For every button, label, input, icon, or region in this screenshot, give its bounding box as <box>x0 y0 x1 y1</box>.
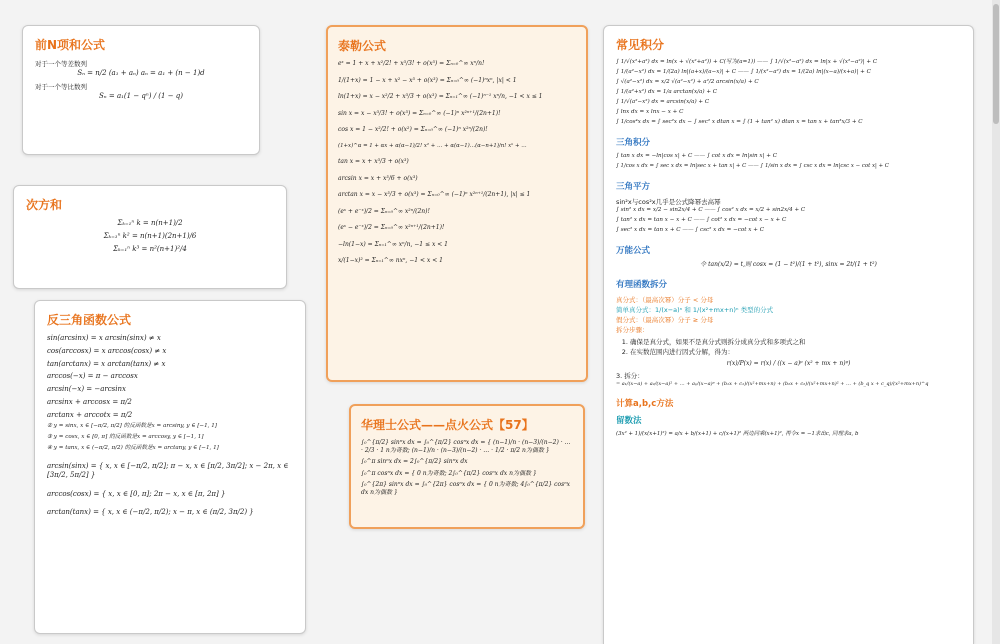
formula: x/(1−x)² = Σₙ₌₁^∞ nxⁿ, −1 < x < 1 <box>338 257 443 265</box>
formula: cos(arccosx) = x arccos(cosx) ≠ x <box>47 346 167 355</box>
text-line: 3. 拆分： <box>616 372 644 381</box>
text-line: 拆分步骤： <box>616 326 649 335</box>
formula: ln(1+x) = x − x²/2 + x³/3 + o(x³) = Σₙ₌₁^∞ (−1)ⁿ⁻¹ xⁿ/n, −1 < x ≤ 1 <box>338 93 543 100</box>
formula: = a₁/(x−a) + a₂/(x−a)² + … + aₚ/(x−a)ᵖ + (b₁x + c₁)/(x²+mx+n) + (b₂x + c₂)/(x²+mx+n)² + … + (b_q x + c_q)/(x²+mx+n)^q <box>616 381 929 388</box>
section-title: 三角平方 <box>616 181 651 192</box>
formula: sin x = x − x³/3! + o(x³) = Σₙ₌₀^∞ (−1)ⁿ x²ⁿ⁺¹/(2n+1)! <box>338 109 501 117</box>
formula: Sₙ = n/2 (a₁ + aₙ) aₙ = a₁ + (n − 1)d <box>77 69 205 78</box>
section-title: 留数法 <box>616 416 642 427</box>
formula: ∫ 1/(a²+x²) dx = 1/a arctan(x/a) + C <box>616 88 718 95</box>
formula: ④ y = tanx, x ∈ (−π/2, π/2) 的反函数是x = arctany, y ∈ [−1, 1] <box>47 445 219 452</box>
formula: arccos(cosx) = { x, x ∈ [0, π]; 2π − x, x ∈ [π, 2π] } <box>47 489 226 498</box>
card-inverse-trig <box>34 300 306 634</box>
formula: arctan(tanx) = { x, x ∈ (−π/2, π/2); x − π, x ∈ (π/2, 3π/2) } <box>47 508 254 517</box>
formula: ∫ 1/√(a²−x²) dx = arcsin(x/a) + C <box>616 98 710 105</box>
formula: 1/(1+x) = 1 − x + x² − x³ + o(x³) = Σₙ₌₀^∞ (−1)ⁿxⁿ, |x| < 1 <box>338 76 517 84</box>
formula: 令 tan(x/2) = t,则 cosx = (1 − t²)/(1 + t²), sinx = 2t/(1 + t²) <box>700 260 877 268</box>
formula: Σₖ₌₁ⁿ k² = n(n+1)(2n+1)/6 <box>103 231 197 240</box>
formula: Sₙ = a₁(1 − qⁿ) / (1 − q) <box>99 91 183 100</box>
vertical-scrollbar[interactable] <box>992 0 1000 644</box>
section-title: 有理函数拆分 <box>616 280 668 291</box>
formula: (eˣ − e⁻ˣ)/2 = Σₙ₌₀^∞ x²ⁿ⁺¹/(2n+1)! <box>338 224 445 232</box>
card-power-sum <box>13 185 287 289</box>
card-title: 次方和 <box>26 198 63 212</box>
formula: r(x)/P(x) = r(x) / ((x − a)ᵖ (x² + mx + n)ᵍ) <box>726 359 851 367</box>
list-item: 1. 确保是真分式，如果不是真分式则拆分成真分式和多项式之和 <box>630 337 961 347</box>
formula: ∫₀^{2π} sinⁿx dx = ∫₀^{2π} cosⁿx dx = { 0 n为奇数; 4∫₀^{π/2} cosⁿx dx n为偶数 } <box>361 481 571 496</box>
formula: (1+x)^α = 1 + αx + α(α−1)/2! x² + … + α(α−1)…(α−n+1)/n! xⁿ + … <box>338 142 527 149</box>
card-wallis <box>349 404 585 529</box>
formula: Σₖ₌₁ⁿ k³ = n²(n+1)²/4 <box>113 244 187 253</box>
formula: arcsin(sinx) = { x, x ∈ [−π/2, π/2]; π − x, x ∈ [π/2, 3π/2]; x − 2π, x ∈ [3π/2, 5π/2] } <box>47 462 289 479</box>
formula: ∫ 1/(a²−x²) dx = 1/(2a) ln|(a+x)/(a−x)| + C —— ∫ 1/(x²−a²) dx = 1/(2a) ln|(x−a)/(x+a)| + C <box>616 68 871 75</box>
formula: (3x² + 1)/(x(x+1)²) = a/x + b/(x+1) + c/(x+1)² 两边同乘(x+1)², 再令x = −1求出c, 同理求a, b <box>616 431 859 438</box>
card-title: 华理士公式——点火公式【57】 <box>361 418 534 432</box>
text-line: 对于一个等差数列 <box>35 60 87 68</box>
formula: ∫ 1/cos⁴x dx = ∫ sec²x dx − ∫ sec² x dtan x = ∫ (1 + tan² x) dtan x = tan x + tan³x/3 + C <box>616 118 863 125</box>
formula: ∫ √(a²−x²) dx = x/2 √(a²−x²) + a²/2 arcsin(x/a) + C <box>616 78 759 85</box>
formula: arcsin x = x + x³/6 + o(x³) <box>338 174 418 182</box>
formula: ∫ lnx dx = x lnx − x + C <box>616 108 684 115</box>
card-title: 常见积分 <box>616 38 665 52</box>
card-partial-sum <box>22 25 260 155</box>
card-title: 反三角函数公式 <box>47 313 132 327</box>
formula: ∫₀^π sinⁿx dx = 2∫₀^{π/2} sinⁿx dx <box>361 458 468 465</box>
formula: ∫₀^π cosⁿx dx = { 0 n为奇数; 2∫₀^{π/2} cosⁿx dx n为偶数 } <box>361 469 537 477</box>
formula: arctan x = x − x³/3 + o(x³) = Σₙ₌₀^∞ (−1)ⁿ x²ⁿ⁺¹/(2n+1), |x| ≤ 1 <box>338 191 531 199</box>
formula: eˣ = 1 + x + x²/2! + x³/3! + o(x³) = Σₙ₌₀^∞ xⁿ/n! <box>338 60 485 67</box>
section-title: 计算a,b,c方法 <box>616 399 674 410</box>
formula: ∫ 1/√(x²+a²) dx = ln(x + √(x²+a²)) + C(写为(a=1)) —— ∫ 1/√(x²−a²) dx = ln|x + √(x²−a²)| + C <box>616 59 878 65</box>
formula: arcsin(−x) = −arcsinx <box>47 385 126 393</box>
formula: ∫₀^{π/2} sinⁿx dx = ∫₀^{π/2} cosⁿx dx = { (n−1)/n · (n−3)/(n−2) · … · 2/3 · 1 n为奇数; (n−1)/n · (n−3)/(n−2) · … · 1/2 · π/2 n为偶数 } <box>361 439 571 454</box>
formula: ② y = sinx, x ∈ [−π/2, π/2] 的反函数是x = arcsiny, y ∈ [−1, 1] <box>47 423 217 430</box>
text-line: sin²x与cos²x几乎是公式降幂去高幂 <box>616 197 721 206</box>
section-title: 万能公式 <box>616 245 651 256</box>
formula: Σₖ₌₁ⁿ k = n(n+1)/2 <box>117 219 183 227</box>
card-taylor <box>326 25 588 382</box>
card-title: 前N项和公式 <box>35 38 106 52</box>
section-title: 三角积分 <box>616 137 651 148</box>
text-line: 真分式：（最高次幂）分子 < 分母 <box>616 296 714 305</box>
formula: tan(arctanx) = x arctan(tanx) ≠ x <box>47 359 166 368</box>
formula: (eˣ + e⁻ˣ)/2 = Σₙ₌₀^∞ x²ⁿ/(2n)! <box>338 207 430 215</box>
scrollbar-thumb[interactable] <box>993 4 999 124</box>
formula: ∫ sec² x dx = tan x + C —— ∫ csc² x dx = −cot x + C <box>616 226 764 233</box>
formula: ③ y = cosx, x ∈ [0, π] 的反函数是x = arccosy, y ∈ [−1, 1] <box>47 434 204 441</box>
card-integrals <box>603 25 974 644</box>
text-line: 简单真分式：1/(x−a)ⁿ 和 1/(x²+mx+n)ⁿ 类型的分式 <box>616 306 774 315</box>
formula: arctanx + arccotx = π/2 <box>47 410 133 419</box>
formula: ∫ tan x dx = −ln|cos x| + C —— ∫ cot x dx = ln|sin x| + C <box>616 152 777 159</box>
list-item: 2. 在实数范围内进行因式分解，得为： <box>630 347 961 357</box>
text-line: 假分式：（最高次幂）分子 ≥ 分母 <box>616 316 714 325</box>
formula: arcsinx + arccosx = π/2 <box>47 397 132 406</box>
formula: −ln(1−x) = Σₙ₌₁^∞ xⁿ/n, −1 ≤ x < 1 <box>338 240 448 248</box>
formula: cos x = 1 − x²/2! + o(x²) = Σₙ₌₀^∞ (−1)ⁿ x²ⁿ/(2n)! <box>338 126 488 133</box>
text-line: 对于一个等比数列 <box>35 82 87 91</box>
formula: ∫ 1/cos x dx = ∫ sec x dx = ln|sec x + tan x| + C —— ∫ 1/sin x dx = ∫ csc x dx = ln|csc x − cot x| + C <box>616 162 889 169</box>
formula: ∫ tan² x dx = tan x − x + C —— ∫ cot² x dx = −cot x − x + C <box>616 216 787 223</box>
steps-list <box>630 337 961 357</box>
formula: tan x = x + x³/3 + o(x³) <box>338 158 409 166</box>
formula: ∫ sin² x dx = x/2 − sin2x/4 + C —— ∫ cos² x dx = x/2 + sin2x/4 + C <box>616 206 806 213</box>
formula: sin(arcsinx) = x arcsin(sinx) ≠ x <box>47 334 161 342</box>
formula: arccos(−x) = π − arccosx <box>47 372 138 381</box>
card-title: 泰勒公式 <box>338 39 387 53</box>
